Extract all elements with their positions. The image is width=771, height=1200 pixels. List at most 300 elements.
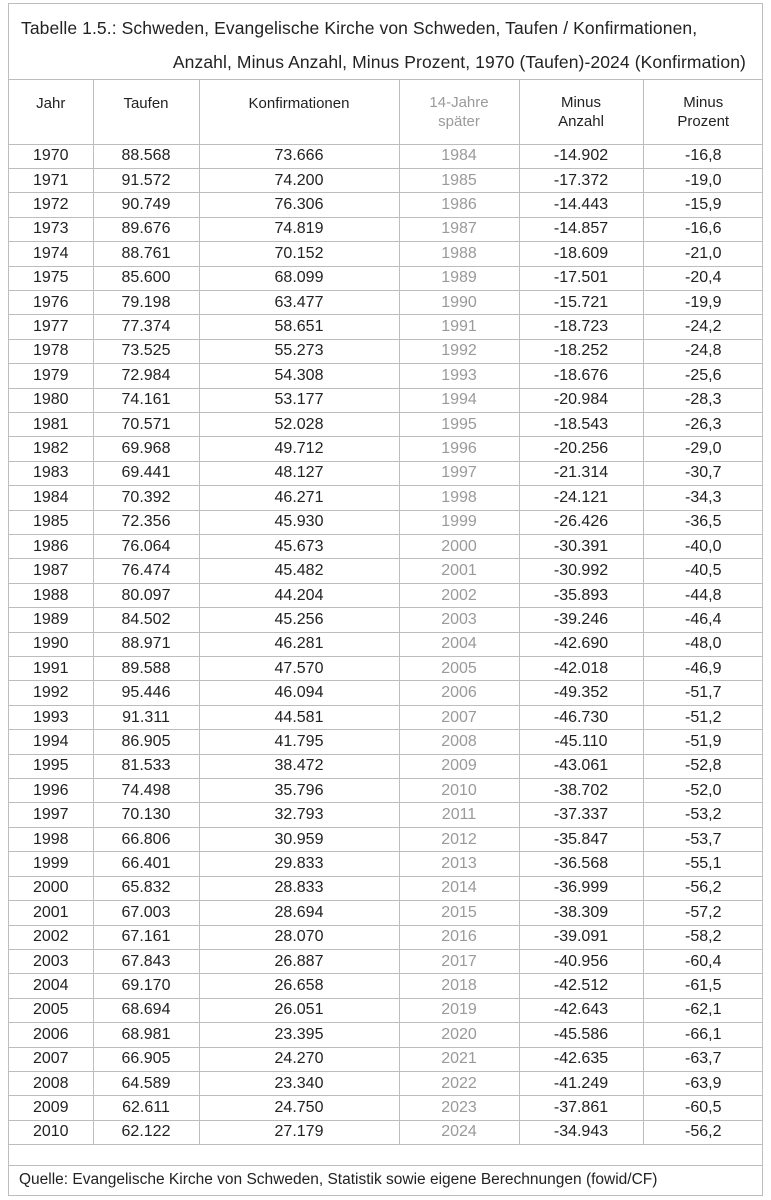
table-row xyxy=(9,827,763,851)
cell-taufen: 67.003 xyxy=(93,901,199,925)
cell-14-jahre-spaeter: 2004 xyxy=(399,632,519,656)
cell-jahr: 1974 xyxy=(9,242,93,266)
cell-minus-anzahl: -36.568 xyxy=(519,852,643,876)
cell-minus-prozent: -51,7 xyxy=(643,681,763,705)
table-row xyxy=(9,168,763,192)
cell-taufen: 76.064 xyxy=(93,535,199,559)
cell-jahr: 1995 xyxy=(9,754,93,778)
cell-konfirmationen: 54.308 xyxy=(199,364,399,388)
cell-taufen: 70.392 xyxy=(93,486,199,510)
table-row xyxy=(9,876,763,900)
cell-minus-prozent: -61,5 xyxy=(643,974,763,998)
cell-14-jahre-spaeter: 2000 xyxy=(399,535,519,559)
header-minus-anzahl-line-1: Minus xyxy=(560,93,601,111)
cell-konfirmationen: 46.271 xyxy=(199,486,399,510)
table-row xyxy=(9,1096,763,1120)
cell-minus-anzahl: -46.730 xyxy=(519,705,643,729)
cell-konfirmationen: 49.712 xyxy=(199,437,399,461)
cell-taufen: 69.968 xyxy=(93,437,199,461)
cell-14-jahre-spaeter: 2011 xyxy=(399,803,519,827)
cell-minus-prozent: -19,0 xyxy=(643,168,763,192)
cell-konfirmationen: 45.482 xyxy=(199,559,399,583)
table-row xyxy=(9,144,763,168)
cell-minus-prozent: -60,4 xyxy=(643,949,763,973)
table-row xyxy=(9,925,763,949)
cell-14-jahre-spaeter: 2009 xyxy=(399,754,519,778)
cell-minus-prozent: -52,0 xyxy=(643,779,763,803)
cell-minus-anzahl: -20.256 xyxy=(519,437,643,461)
table-row xyxy=(9,779,763,803)
table-row xyxy=(9,730,763,754)
cell-14-jahre-spaeter: 2018 xyxy=(399,974,519,998)
cell-14-jahre-spaeter: 2015 xyxy=(399,901,519,925)
cell-minus-prozent: -16,6 xyxy=(643,217,763,241)
cell-jahr: 2000 xyxy=(9,876,93,900)
cell-minus-prozent: -15,9 xyxy=(643,193,763,217)
cell-taufen: 67.843 xyxy=(93,949,199,973)
cell-jahr: 2007 xyxy=(9,1047,93,1071)
cell-jahr: 2002 xyxy=(9,925,93,949)
cell-14-jahre-spaeter: 2003 xyxy=(399,608,519,632)
cell-jahr: 1989 xyxy=(9,608,93,632)
cell-konfirmationen: 58.651 xyxy=(199,315,399,339)
cell-taufen: 84.502 xyxy=(93,608,199,632)
cell-minus-anzahl: -18.609 xyxy=(519,242,643,266)
table-row xyxy=(9,388,763,412)
cell-jahr: 2009 xyxy=(9,1096,93,1120)
header-minus-anzahl-line-2: Anzahl xyxy=(558,112,604,130)
table-row xyxy=(9,657,763,681)
cell-minus-prozent: -57,2 xyxy=(643,901,763,925)
cell-minus-anzahl: -35.893 xyxy=(519,583,643,607)
cell-minus-anzahl: -24.121 xyxy=(519,486,643,510)
cell-taufen: 90.749 xyxy=(93,193,199,217)
cell-taufen: 86.905 xyxy=(93,730,199,754)
cell-minus-anzahl: -37.861 xyxy=(519,1096,643,1120)
cell-minus-prozent: -26,3 xyxy=(643,412,763,436)
table-row xyxy=(9,949,763,973)
cell-minus-anzahl: -14.443 xyxy=(519,193,643,217)
cell-minus-anzahl: -42.643 xyxy=(519,998,643,1022)
table-row xyxy=(9,974,763,998)
cell-jahr: 2010 xyxy=(9,1120,93,1144)
cell-konfirmationen: 45.673 xyxy=(199,535,399,559)
cell-14-jahre-spaeter: 2016 xyxy=(399,925,519,949)
cell-konfirmationen: 44.204 xyxy=(199,583,399,607)
cell-jahr: 2004 xyxy=(9,974,93,998)
title-line-1: Tabelle 1.5.: Schweden, Evangelische Kirche von Schweden, Taufen / Konfirmationen, xyxy=(21,18,698,38)
cell-konfirmationen: 32.793 xyxy=(199,803,399,827)
cell-minus-prozent: -55,1 xyxy=(643,852,763,876)
cell-14-jahre-spaeter: 1999 xyxy=(399,510,519,534)
cell-taufen: 91.572 xyxy=(93,168,199,192)
cell-jahr: 1978 xyxy=(9,339,93,363)
cell-taufen: 68.694 xyxy=(93,998,199,1022)
table-row xyxy=(9,510,763,534)
header-taufen: Taufen xyxy=(93,80,199,144)
table-body xyxy=(9,144,763,1145)
cell-jahr: 1999 xyxy=(9,852,93,876)
header-minus-anzahl xyxy=(519,80,643,144)
cell-konfirmationen: 63.477 xyxy=(199,290,399,314)
cell-jahr: 1996 xyxy=(9,779,93,803)
cell-konfirmationen: 70.152 xyxy=(199,242,399,266)
cell-taufen: 80.097 xyxy=(93,583,199,607)
cell-minus-anzahl: -14.857 xyxy=(519,217,643,241)
cell-konfirmationen: 74.819 xyxy=(199,217,399,241)
cell-taufen: 95.446 xyxy=(93,681,199,705)
cell-minus-prozent: -25,6 xyxy=(643,364,763,388)
cell-jahr: 1990 xyxy=(9,632,93,656)
cell-konfirmationen: 76.306 xyxy=(199,193,399,217)
cell-14-jahre-spaeter: 1989 xyxy=(399,266,519,290)
cell-14-jahre-spaeter: 2014 xyxy=(399,876,519,900)
cell-minus-prozent: -56,2 xyxy=(643,1120,763,1144)
cell-minus-prozent: -16,8 xyxy=(643,144,763,168)
table-row xyxy=(9,901,763,925)
cell-taufen: 72.356 xyxy=(93,510,199,534)
cell-minus-anzahl: -38.702 xyxy=(519,779,643,803)
table-row xyxy=(9,1023,763,1047)
cell-minus-prozent: -63,9 xyxy=(643,1071,763,1095)
cell-konfirmationen: 23.340 xyxy=(199,1071,399,1095)
header-minus-prozent-line-2: Prozent xyxy=(677,112,730,130)
cell-minus-anzahl: -30.992 xyxy=(519,559,643,583)
cell-minus-prozent: -51,9 xyxy=(643,730,763,754)
cell-minus-prozent: -53,2 xyxy=(643,803,763,827)
cell-taufen: 66.401 xyxy=(93,852,199,876)
cell-konfirmationen: 27.179 xyxy=(199,1120,399,1144)
cell-14-jahre-spaeter: 1988 xyxy=(399,242,519,266)
cell-konfirmationen: 24.750 xyxy=(199,1096,399,1120)
cell-taufen: 73.525 xyxy=(93,339,199,363)
cell-jahr: 1982 xyxy=(9,437,93,461)
cell-jahr: 2008 xyxy=(9,1071,93,1095)
cell-konfirmationen: 23.395 xyxy=(199,1023,399,1047)
cell-minus-anzahl: -17.501 xyxy=(519,266,643,290)
cell-taufen: 88.568 xyxy=(93,144,199,168)
cell-minus-anzahl: -37.337 xyxy=(519,803,643,827)
table-row xyxy=(9,852,763,876)
title-line-2: Anzahl, Minus Anzahl, Minus Prozent, 1970 (Taufen)-2024 (Konfirmation) xyxy=(172,52,746,72)
cell-taufen: 66.806 xyxy=(93,827,199,851)
cell-taufen: 89.588 xyxy=(93,657,199,681)
cell-taufen: 66.905 xyxy=(93,1047,199,1071)
cell-taufen: 74.498 xyxy=(93,779,199,803)
cell-konfirmationen: 35.796 xyxy=(199,779,399,803)
cell-konfirmationen: 28.694 xyxy=(199,901,399,925)
cell-14-jahre-spaeter: 1990 xyxy=(399,290,519,314)
table-row xyxy=(9,803,763,827)
cell-konfirmationen: 41.795 xyxy=(199,730,399,754)
cell-jahr: 1976 xyxy=(9,290,93,314)
cell-minus-anzahl: -42.690 xyxy=(519,632,643,656)
cell-14-jahre-spaeter: 1997 xyxy=(399,461,519,485)
cell-konfirmationen: 26.887 xyxy=(199,949,399,973)
cell-jahr: 1987 xyxy=(9,559,93,583)
cell-minus-anzahl: -38.309 xyxy=(519,901,643,925)
cell-minus-anzahl: -39.246 xyxy=(519,608,643,632)
cell-minus-anzahl: -15.721 xyxy=(519,290,643,314)
cell-jahr: 1991 xyxy=(9,657,93,681)
cell-minus-anzahl: -17.372 xyxy=(519,168,643,192)
cell-taufen: 62.611 xyxy=(93,1096,199,1120)
cell-minus-anzahl: -18.723 xyxy=(519,315,643,339)
cell-minus-anzahl: -34.943 xyxy=(519,1120,643,1144)
table-row xyxy=(9,315,763,339)
cell-taufen: 85.600 xyxy=(93,266,199,290)
table-row xyxy=(9,290,763,314)
cell-14-jahre-spaeter: 2002 xyxy=(399,583,519,607)
cell-jahr: 1993 xyxy=(9,705,93,729)
cell-jahr: 2006 xyxy=(9,1023,93,1047)
cell-taufen: 79.198 xyxy=(93,290,199,314)
cell-taufen: 64.589 xyxy=(93,1071,199,1095)
cell-jahr: 1973 xyxy=(9,217,93,241)
cell-jahr: 1984 xyxy=(9,486,93,510)
cell-taufen: 89.676 xyxy=(93,217,199,241)
table-row xyxy=(9,193,763,217)
cell-14-jahre-spaeter: 2023 xyxy=(399,1096,519,1120)
cell-minus-anzahl: -42.512 xyxy=(519,974,643,998)
cell-minus-prozent: -56,2 xyxy=(643,876,763,900)
cell-14-jahre-spaeter: 1986 xyxy=(399,193,519,217)
cell-minus-anzahl: -36.999 xyxy=(519,876,643,900)
cell-minus-prozent: -28,3 xyxy=(643,388,763,412)
cell-jahr: 1977 xyxy=(9,315,93,339)
cell-taufen: 81.533 xyxy=(93,754,199,778)
cell-minus-prozent: -30,7 xyxy=(643,461,763,485)
cell-14-jahre-spaeter: 2022 xyxy=(399,1071,519,1095)
cell-konfirmationen: 45.256 xyxy=(199,608,399,632)
cell-14-jahre-spaeter: 1995 xyxy=(399,412,519,436)
header-spaeter-line-1: 14-Jahre xyxy=(429,93,489,111)
cell-14-jahre-spaeter: 2021 xyxy=(399,1047,519,1071)
cell-taufen: 77.374 xyxy=(93,315,199,339)
cell-minus-prozent: -46,9 xyxy=(643,657,763,681)
table-row xyxy=(9,608,763,632)
cell-taufen: 68.981 xyxy=(93,1023,199,1047)
cell-konfirmationen: 46.094 xyxy=(199,681,399,705)
cell-konfirmationen: 47.570 xyxy=(199,657,399,681)
table-title xyxy=(9,4,762,80)
cell-jahr: 1972 xyxy=(9,193,93,217)
cell-14-jahre-spaeter: 2006 xyxy=(399,681,519,705)
table-row xyxy=(9,681,763,705)
cell-taufen: 62.122 xyxy=(93,1120,199,1144)
cell-taufen: 67.161 xyxy=(93,925,199,949)
cell-konfirmationen: 74.200 xyxy=(199,168,399,192)
cell-jahr: 1986 xyxy=(9,535,93,559)
cell-14-jahre-spaeter: 2010 xyxy=(399,779,519,803)
cell-taufen: 74.161 xyxy=(93,388,199,412)
cell-minus-anzahl: -42.635 xyxy=(519,1047,643,1071)
cell-taufen: 72.984 xyxy=(93,364,199,388)
cell-minus-prozent: -21,0 xyxy=(643,242,763,266)
cell-minus-anzahl: -45.110 xyxy=(519,730,643,754)
cell-jahr: 1970 xyxy=(9,144,93,168)
cell-minus-prozent: -40,0 xyxy=(643,535,763,559)
cell-minus-anzahl: -45.586 xyxy=(519,1023,643,1047)
cell-minus-prozent: -19,9 xyxy=(643,290,763,314)
cell-jahr: 1988 xyxy=(9,583,93,607)
table-row xyxy=(9,242,763,266)
cell-taufen: 88.971 xyxy=(93,632,199,656)
cell-jahr: 1998 xyxy=(9,827,93,851)
cell-minus-prozent: -52,8 xyxy=(643,754,763,778)
cell-minus-anzahl: -40.956 xyxy=(519,949,643,973)
table-row xyxy=(9,437,763,461)
header-minus-prozent-line-1: Minus xyxy=(683,93,724,111)
header-jahr: Jahr xyxy=(9,80,93,144)
table-row xyxy=(9,583,763,607)
cell-minus-prozent: -44,8 xyxy=(643,583,763,607)
cell-minus-anzahl: -41.249 xyxy=(519,1071,643,1095)
cell-14-jahre-spaeter: 2020 xyxy=(399,1023,519,1047)
source-footnote: Quelle: Evangelische Kirche von Schweden, Statistik sowie eigene Berechnungen (fowid/CF) xyxy=(9,1165,762,1195)
cell-14-jahre-spaeter: 2024 xyxy=(399,1120,519,1144)
cell-minus-prozent: -24,8 xyxy=(643,339,763,363)
table-row xyxy=(9,535,763,559)
table-row xyxy=(9,705,763,729)
table-row xyxy=(9,1120,763,1144)
cell-14-jahre-spaeter: 2008 xyxy=(399,730,519,754)
cell-minus-anzahl: -18.543 xyxy=(519,412,643,436)
cell-minus-anzahl: -26.426 xyxy=(519,510,643,534)
cell-taufen: 65.832 xyxy=(93,876,199,900)
cell-14-jahre-spaeter: 1994 xyxy=(399,388,519,412)
cell-minus-prozent: -58,2 xyxy=(643,925,763,949)
cell-minus-prozent: -36,5 xyxy=(643,510,763,534)
cell-14-jahre-spaeter: 1985 xyxy=(399,168,519,192)
cell-konfirmationen: 26.051 xyxy=(199,998,399,1022)
cell-konfirmationen: 48.127 xyxy=(199,461,399,485)
cell-konfirmationen: 24.270 xyxy=(199,1047,399,1071)
cell-minus-anzahl: -39.091 xyxy=(519,925,643,949)
table-row xyxy=(9,217,763,241)
cell-jahr: 1971 xyxy=(9,168,93,192)
cell-konfirmationen: 68.099 xyxy=(199,266,399,290)
header-row xyxy=(9,80,763,144)
cell-minus-anzahl: -20.984 xyxy=(519,388,643,412)
cell-14-jahre-spaeter: 2005 xyxy=(399,657,519,681)
cell-jahr: 2001 xyxy=(9,901,93,925)
cell-konfirmationen: 28.070 xyxy=(199,925,399,949)
cell-minus-anzahl: -21.314 xyxy=(519,461,643,485)
cell-jahr: 1980 xyxy=(9,388,93,412)
table-row xyxy=(9,1047,763,1071)
cell-minus-prozent: -51,2 xyxy=(643,705,763,729)
cell-minus-prozent: -34,3 xyxy=(643,486,763,510)
cell-minus-anzahl: -30.391 xyxy=(519,535,643,559)
header-konfirmationen: Konfirmationen xyxy=(199,80,399,144)
table-row xyxy=(9,339,763,363)
cell-jahr: 1975 xyxy=(9,266,93,290)
table-frame xyxy=(8,3,763,1196)
cell-konfirmationen: 52.028 xyxy=(199,412,399,436)
cell-minus-prozent: -66,1 xyxy=(643,1023,763,1047)
header-minus-prozent xyxy=(643,80,763,144)
cell-konfirmationen: 38.472 xyxy=(199,754,399,778)
cell-minus-anzahl: -42.018 xyxy=(519,657,643,681)
cell-konfirmationen: 44.581 xyxy=(199,705,399,729)
cell-14-jahre-spaeter: 1987 xyxy=(399,217,519,241)
table-row xyxy=(9,486,763,510)
table-row xyxy=(9,1071,763,1095)
cell-jahr: 1994 xyxy=(9,730,93,754)
table-row xyxy=(9,998,763,1022)
cell-minus-prozent: -46,4 xyxy=(643,608,763,632)
table-row xyxy=(9,364,763,388)
cell-taufen: 91.311 xyxy=(93,705,199,729)
cell-14-jahre-spaeter: 1998 xyxy=(399,486,519,510)
cell-konfirmationen: 30.959 xyxy=(199,827,399,851)
table-row xyxy=(9,632,763,656)
cell-konfirmationen: 46.281 xyxy=(199,632,399,656)
cell-14-jahre-spaeter: 1984 xyxy=(399,144,519,168)
cell-konfirmationen: 28.833 xyxy=(199,876,399,900)
cell-taufen: 69.441 xyxy=(93,461,199,485)
cell-14-jahre-spaeter: 1993 xyxy=(399,364,519,388)
cell-jahr: 1979 xyxy=(9,364,93,388)
cell-14-jahre-spaeter: 2019 xyxy=(399,998,519,1022)
cell-taufen: 88.761 xyxy=(93,242,199,266)
cell-jahr: 1992 xyxy=(9,681,93,705)
table-row xyxy=(9,559,763,583)
cell-minus-prozent: -29,0 xyxy=(643,437,763,461)
data-table xyxy=(9,80,763,1145)
cell-jahr: 1985 xyxy=(9,510,93,534)
cell-14-jahre-spaeter: 1996 xyxy=(399,437,519,461)
table-row xyxy=(9,266,763,290)
cell-minus-prozent: -48,0 xyxy=(643,632,763,656)
table-row xyxy=(9,412,763,436)
cell-14-jahre-spaeter: 2001 xyxy=(399,559,519,583)
cell-konfirmationen: 29.833 xyxy=(199,852,399,876)
cell-konfirmationen: 55.273 xyxy=(199,339,399,363)
cell-14-jahre-spaeter: 2012 xyxy=(399,827,519,851)
cell-minus-prozent: -24,2 xyxy=(643,315,763,339)
cell-minus-prozent: -62,1 xyxy=(643,998,763,1022)
cell-jahr: 2003 xyxy=(9,949,93,973)
cell-minus-anzahl: -35.847 xyxy=(519,827,643,851)
cell-konfirmationen: 53.177 xyxy=(199,388,399,412)
cell-14-jahre-spaeter: 2013 xyxy=(399,852,519,876)
cell-taufen: 76.474 xyxy=(93,559,199,583)
cell-minus-anzahl: -43.061 xyxy=(519,754,643,778)
cell-minus-prozent: -53,7 xyxy=(643,827,763,851)
cell-14-jahre-spaeter: 2017 xyxy=(399,949,519,973)
cell-minus-anzahl: -18.252 xyxy=(519,339,643,363)
cell-konfirmationen: 26.658 xyxy=(199,974,399,998)
cell-taufen: 69.170 xyxy=(93,974,199,998)
table-row xyxy=(9,754,763,778)
cell-14-jahre-spaeter: 1991 xyxy=(399,315,519,339)
cell-minus-anzahl: -14.902 xyxy=(519,144,643,168)
cell-minus-anzahl: -18.676 xyxy=(519,364,643,388)
cell-14-jahre-spaeter: 2007 xyxy=(399,705,519,729)
cell-minus-prozent: -60,5 xyxy=(643,1096,763,1120)
table-row xyxy=(9,461,763,485)
cell-minus-anzahl: -49.352 xyxy=(519,681,643,705)
cell-minus-prozent: -40,5 xyxy=(643,559,763,583)
header-spaeter-line-2: später xyxy=(438,112,480,130)
cell-14-jahre-spaeter: 1992 xyxy=(399,339,519,363)
cell-jahr: 1997 xyxy=(9,803,93,827)
cell-taufen: 70.571 xyxy=(93,412,199,436)
cell-jahr: 1983 xyxy=(9,461,93,485)
cell-jahr: 2005 xyxy=(9,998,93,1022)
